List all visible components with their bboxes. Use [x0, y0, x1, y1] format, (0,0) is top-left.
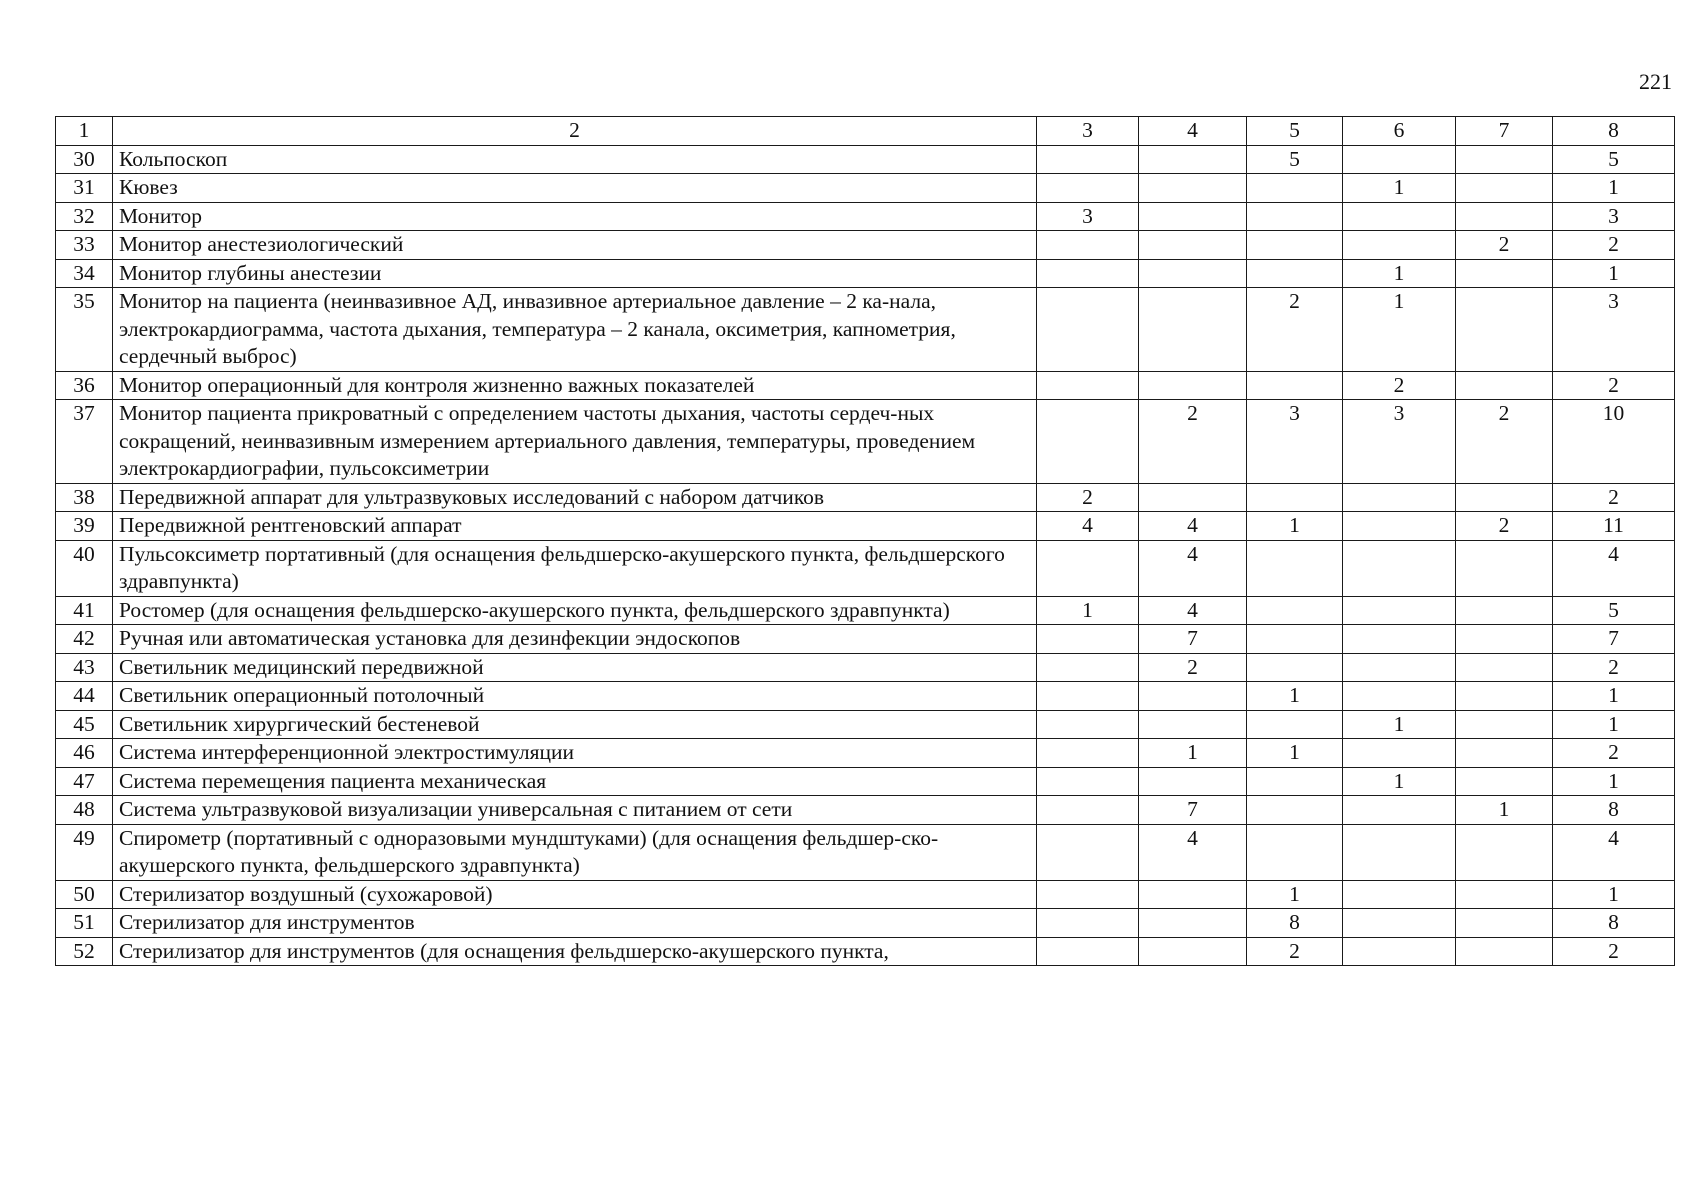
quantity-col-4 [1139, 145, 1247, 174]
quantity-col-7 [1456, 288, 1553, 372]
quantity-col-3 [1037, 767, 1139, 796]
quantity-col-7 [1456, 767, 1553, 796]
quantity-col-7: 1 [1456, 796, 1553, 825]
table-row [56, 231, 1675, 260]
quantity-col-7 [1456, 653, 1553, 682]
quantity-col-5 [1247, 767, 1343, 796]
header-cell: 6 [1343, 117, 1456, 146]
equipment-name: Светильник хирургический бестеневой [113, 710, 1037, 739]
quantity-col-6: 1 [1343, 174, 1456, 203]
quantity-col-5: 2 [1247, 288, 1343, 372]
quantity-col-3: 1 [1037, 596, 1139, 625]
total-quantity: 2 [1553, 231, 1675, 260]
quantity-col-7 [1456, 824, 1553, 880]
table-row [56, 174, 1675, 203]
quantity-col-3: 2 [1037, 483, 1139, 512]
quantity-col-3 [1037, 288, 1139, 372]
table-row [56, 625, 1675, 654]
quantity-col-3 [1037, 937, 1139, 966]
quantity-col-4 [1139, 880, 1247, 909]
quantity-col-6 [1343, 796, 1456, 825]
quantity-col-6 [1343, 909, 1456, 938]
quantity-col-5 [1247, 371, 1343, 400]
quantity-col-4: 4 [1139, 824, 1247, 880]
equipment-name: Монитор операционный для контроля жизненно важных показателей [113, 371, 1037, 400]
equipment-name: Стерилизатор для инструментов (для оснащения фельдшерско-акушерского пункта, [113, 937, 1037, 966]
row-number: 35 [56, 288, 113, 372]
row-number: 33 [56, 231, 113, 260]
quantity-col-4 [1139, 710, 1247, 739]
quantity-col-7 [1456, 174, 1553, 203]
equipment-name: Передвижной аппарат для ультразвуковых исследований с набором датчиков [113, 483, 1037, 512]
total-quantity: 2 [1553, 653, 1675, 682]
table-row [56, 710, 1675, 739]
quantity-col-5 [1247, 483, 1343, 512]
quantity-col-4 [1139, 483, 1247, 512]
equipment-name: Кольпоскоп [113, 145, 1037, 174]
table-row [56, 796, 1675, 825]
quantity-col-5 [1247, 596, 1343, 625]
quantity-col-3 [1037, 625, 1139, 654]
quantity-col-7 [1456, 596, 1553, 625]
quantity-col-5: 1 [1247, 682, 1343, 711]
quantity-col-5 [1247, 231, 1343, 260]
quantity-col-5: 1 [1247, 739, 1343, 768]
quantity-col-7 [1456, 371, 1553, 400]
header-cell: 3 [1037, 117, 1139, 146]
quantity-col-3 [1037, 540, 1139, 596]
quantity-col-3 [1037, 371, 1139, 400]
quantity-col-4 [1139, 682, 1247, 711]
quantity-col-3 [1037, 145, 1139, 174]
quantity-col-3: 3 [1037, 202, 1139, 231]
equipment-name: Передвижной рентгеновский аппарат [113, 512, 1037, 541]
table-row [56, 145, 1675, 174]
table-row [56, 371, 1675, 400]
equipment-name: Монитор на пациента (неинвазивное АД, инвазивное артериальное давление – 2 ка-нала, электрокардиограмма, частота дыхания, температура – 2 канала, оксиметрия, капнометрия, сердечный выброс) [113, 288, 1037, 372]
equipment-name: Стерилизатор воздушный (сухожаровой) [113, 880, 1037, 909]
total-quantity: 1 [1553, 880, 1675, 909]
quantity-col-4: 1 [1139, 739, 1247, 768]
table-row [56, 596, 1675, 625]
table-row [56, 483, 1675, 512]
quantity-col-3 [1037, 796, 1139, 825]
quantity-col-5: 2 [1247, 937, 1343, 966]
quantity-col-4 [1139, 202, 1247, 231]
table-row [56, 512, 1675, 541]
quantity-col-4: 4 [1139, 512, 1247, 541]
quantity-col-7 [1456, 682, 1553, 711]
quantity-col-6 [1343, 596, 1456, 625]
equipment-name: Кювез [113, 174, 1037, 203]
total-quantity: 4 [1553, 540, 1675, 596]
equipment-name: Монитор глубины анестезии [113, 259, 1037, 288]
quantity-col-5 [1247, 796, 1343, 825]
quantity-col-4 [1139, 371, 1247, 400]
row-number: 41 [56, 596, 113, 625]
quantity-col-7: 2 [1456, 231, 1553, 260]
quantity-col-4 [1139, 231, 1247, 260]
equipment-name: Монитор пациента прикроватный с определением частоты дыхания, частоты сердеч-ных сокращений, неинвазивным измерением артериального давления, температуры, проведением электрокардиографии, пульсоксиметрии [113, 400, 1037, 484]
quantity-col-7 [1456, 259, 1553, 288]
row-number: 46 [56, 739, 113, 768]
total-quantity: 4 [1553, 824, 1675, 880]
table-row [56, 400, 1675, 484]
quantity-col-5: 5 [1247, 145, 1343, 174]
quantity-col-4 [1139, 767, 1247, 796]
quantity-col-3 [1037, 174, 1139, 203]
quantity-col-4: 2 [1139, 400, 1247, 484]
header-cell: 1 [56, 117, 113, 146]
table-row [56, 909, 1675, 938]
header-cell: 8 [1553, 117, 1675, 146]
equipment-name: Светильник операционный потолочный [113, 682, 1037, 711]
quantity-col-6 [1343, 937, 1456, 966]
quantity-col-4 [1139, 909, 1247, 938]
header-cell: 5 [1247, 117, 1343, 146]
quantity-col-4 [1139, 937, 1247, 966]
equipment-name: Монитор анестезиологический [113, 231, 1037, 260]
quantity-col-3 [1037, 259, 1139, 288]
quantity-col-3 [1037, 824, 1139, 880]
quantity-col-7 [1456, 880, 1553, 909]
equipment-table [55, 116, 1675, 966]
table-row [56, 739, 1675, 768]
quantity-col-6 [1343, 231, 1456, 260]
table-row [56, 202, 1675, 231]
row-number: 47 [56, 767, 113, 796]
total-quantity: 1 [1553, 174, 1675, 203]
table-header-row [56, 117, 1675, 146]
quantity-col-3 [1037, 231, 1139, 260]
total-quantity: 1 [1553, 682, 1675, 711]
quantity-col-6: 1 [1343, 710, 1456, 739]
quantity-col-6 [1343, 145, 1456, 174]
quantity-col-3 [1037, 400, 1139, 484]
quantity-col-7 [1456, 540, 1553, 596]
row-number: 32 [56, 202, 113, 231]
quantity-col-7 [1456, 937, 1553, 966]
quantity-col-7: 2 [1456, 512, 1553, 541]
quantity-col-5 [1247, 824, 1343, 880]
quantity-col-5: 8 [1247, 909, 1343, 938]
quantity-col-5 [1247, 540, 1343, 596]
quantity-col-5 [1247, 259, 1343, 288]
total-quantity: 8 [1553, 909, 1675, 938]
quantity-col-4 [1139, 288, 1247, 372]
quantity-col-6 [1343, 682, 1456, 711]
quantity-col-6: 1 [1343, 288, 1456, 372]
quantity-col-5 [1247, 653, 1343, 682]
total-quantity: 2 [1553, 371, 1675, 400]
quantity-col-4: 4 [1139, 540, 1247, 596]
row-number: 45 [56, 710, 113, 739]
equipment-name: Пульсоксиметр портативный (для оснащения фельдшерско-акушерского пункта, фельдшерского здравпункта) [113, 540, 1037, 596]
quantity-col-7: 2 [1456, 400, 1553, 484]
table-body [56, 117, 1675, 966]
total-quantity: 2 [1553, 937, 1675, 966]
equipment-name: Светильник медицинский передвижной [113, 653, 1037, 682]
quantity-col-7 [1456, 483, 1553, 512]
quantity-col-5: 3 [1247, 400, 1343, 484]
quantity-col-6: 1 [1343, 767, 1456, 796]
quantity-col-6 [1343, 880, 1456, 909]
total-quantity: 5 [1553, 596, 1675, 625]
table-row [56, 259, 1675, 288]
row-number: 50 [56, 880, 113, 909]
header-cell: 4 [1139, 117, 1247, 146]
table-row [56, 288, 1675, 372]
quantity-col-6 [1343, 512, 1456, 541]
quantity-col-4: 7 [1139, 796, 1247, 825]
equipment-name: Монитор [113, 202, 1037, 231]
equipment-name: Стерилизатор для инструментов [113, 909, 1037, 938]
total-quantity: 1 [1553, 259, 1675, 288]
row-number: 31 [56, 174, 113, 203]
quantity-col-6 [1343, 625, 1456, 654]
row-number: 34 [56, 259, 113, 288]
table-row [56, 682, 1675, 711]
quantity-col-5 [1247, 710, 1343, 739]
quantity-col-7 [1456, 710, 1553, 739]
quantity-col-5 [1247, 202, 1343, 231]
equipment-name: Система интерференционной электростимуляции [113, 739, 1037, 768]
quantity-col-5 [1247, 174, 1343, 203]
row-number: 43 [56, 653, 113, 682]
row-number: 49 [56, 824, 113, 880]
quantity-col-7 [1456, 909, 1553, 938]
table-row [56, 540, 1675, 596]
quantity-col-6 [1343, 540, 1456, 596]
quantity-col-3: 4 [1037, 512, 1139, 541]
row-number: 37 [56, 400, 113, 484]
quantity-col-6 [1343, 739, 1456, 768]
total-quantity: 2 [1553, 483, 1675, 512]
quantity-col-5 [1247, 625, 1343, 654]
total-quantity: 11 [1553, 512, 1675, 541]
quantity-col-6 [1343, 824, 1456, 880]
quantity-col-4: 7 [1139, 625, 1247, 654]
quantity-col-7 [1456, 625, 1553, 654]
quantity-col-5: 1 [1247, 880, 1343, 909]
quantity-col-7 [1456, 739, 1553, 768]
quantity-col-3 [1037, 880, 1139, 909]
quantity-col-7 [1456, 145, 1553, 174]
header-cell: 2 [113, 117, 1037, 146]
equipment-name: Спирометр (портативный с одноразовыми мундштуками) (для оснащения фельдшер-ско-акушерского пункта, фельдшерского здравпункта) [113, 824, 1037, 880]
total-quantity: 1 [1553, 710, 1675, 739]
quantity-col-3 [1037, 653, 1139, 682]
row-number: 36 [56, 371, 113, 400]
table-row [56, 824, 1675, 880]
row-number: 52 [56, 937, 113, 966]
quantity-col-3 [1037, 909, 1139, 938]
total-quantity: 7 [1553, 625, 1675, 654]
quantity-col-3 [1037, 682, 1139, 711]
row-number: 44 [56, 682, 113, 711]
quantity-col-6: 3 [1343, 400, 1456, 484]
total-quantity: 1 [1553, 767, 1675, 796]
quantity-col-6: 1 [1343, 259, 1456, 288]
row-number: 48 [56, 796, 113, 825]
quantity-col-5: 1 [1247, 512, 1343, 541]
row-number: 39 [56, 512, 113, 541]
total-quantity: 3 [1553, 288, 1675, 372]
quantity-col-7 [1456, 202, 1553, 231]
equipment-name: Ручная или автоматическая установка для дезинфекции эндоскопов [113, 625, 1037, 654]
total-quantity: 10 [1553, 400, 1675, 484]
quantity-col-6 [1343, 483, 1456, 512]
row-number: 51 [56, 909, 113, 938]
header-cell: 7 [1456, 117, 1553, 146]
table-row [56, 880, 1675, 909]
total-quantity: 8 [1553, 796, 1675, 825]
total-quantity: 3 [1553, 202, 1675, 231]
quantity-col-6 [1343, 653, 1456, 682]
table-row [56, 767, 1675, 796]
total-quantity: 2 [1553, 739, 1675, 768]
equipment-name: Система ультразвуковой визуализации универсальная с питанием от сети [113, 796, 1037, 825]
row-number: 42 [56, 625, 113, 654]
equipment-name: Система перемещения пациента механическая [113, 767, 1037, 796]
row-number: 30 [56, 145, 113, 174]
quantity-col-4 [1139, 259, 1247, 288]
row-number: 40 [56, 540, 113, 596]
table-row [56, 653, 1675, 682]
quantity-col-4 [1139, 174, 1247, 203]
quantity-col-3 [1037, 739, 1139, 768]
total-quantity: 5 [1553, 145, 1675, 174]
table-row [56, 937, 1675, 966]
quantity-col-6 [1343, 202, 1456, 231]
quantity-col-4: 4 [1139, 596, 1247, 625]
equipment-name: Ростомер (для оснащения фельдшерско-акушерского пункта, фельдшерского здравпункта) [113, 596, 1037, 625]
page-number: 221 [1639, 69, 1672, 94]
quantity-col-6: 2 [1343, 371, 1456, 400]
row-number: 38 [56, 483, 113, 512]
quantity-col-3 [1037, 710, 1139, 739]
quantity-col-4: 2 [1139, 653, 1247, 682]
